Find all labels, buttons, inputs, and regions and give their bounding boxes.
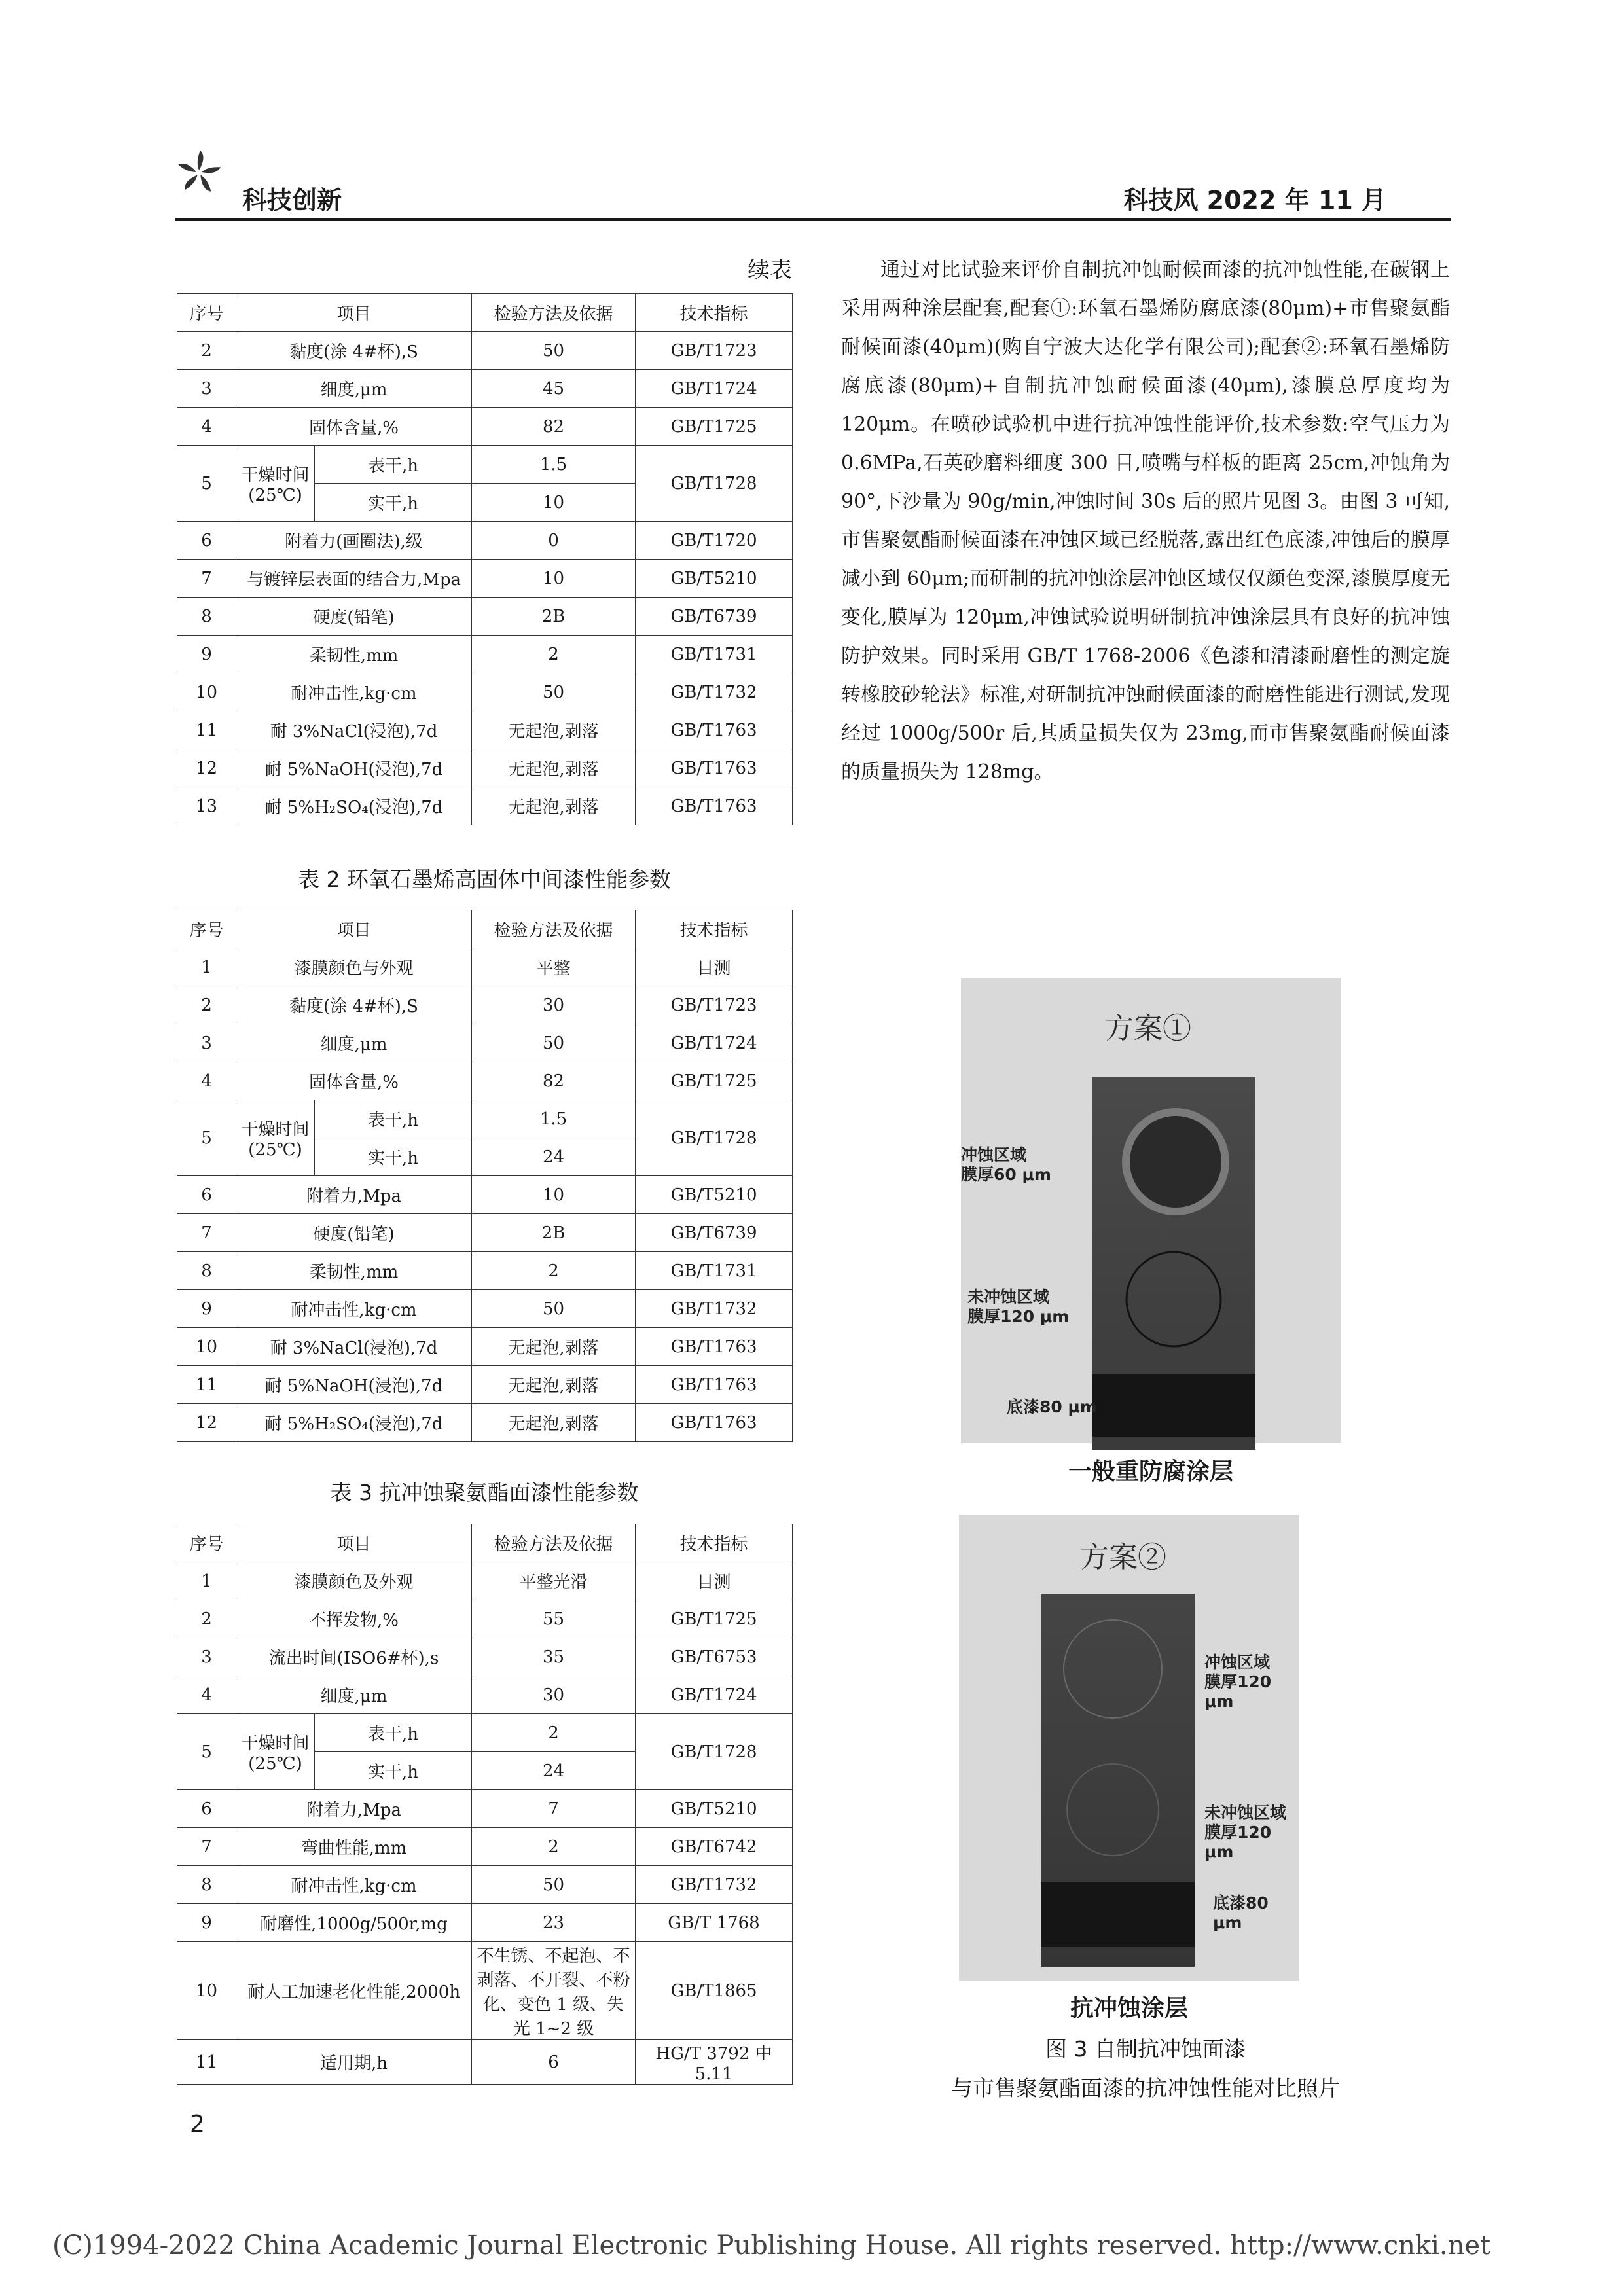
table-2	[177, 910, 793, 1442]
table-cell: 漆膜颜色与外观	[236, 948, 472, 986]
table-cell: 平整光滑	[472, 1562, 636, 1600]
table-cell: 7	[472, 1790, 636, 1828]
table-header-cell: 项目	[236, 910, 472, 948]
table-cell: 2	[472, 1252, 636, 1290]
primer-band	[1092, 1374, 1255, 1437]
fig1-annotation-eroded: 冲蚀区域 膜厚60 μm	[961, 1145, 1051, 1184]
table-cell: 附着力,Mpa	[236, 1790, 472, 1828]
table-cell: 弯曲性能,mm	[236, 1828, 472, 1866]
table-cell: GB/T1723	[636, 986, 793, 1024]
table-cell: 10	[472, 560, 636, 598]
table-cell: GB/T 1768	[636, 1904, 793, 1942]
table-header-cell: 检验方法及依据	[472, 294, 636, 332]
table-row	[177, 636, 793, 673]
table-cell: HG/T 3792 中 5.11	[636, 2040, 793, 2085]
table-cell: GB/T1728	[636, 1100, 793, 1176]
journal-issue: 科技风 2022 年 11 月	[1123, 186, 1386, 215]
table-cell: 3	[177, 370, 236, 408]
table-cell: 6	[177, 1176, 236, 1214]
table-2-caption: 表 2 环氧石墨烯高固体中间漆性能参数	[298, 867, 671, 892]
table-row	[177, 1790, 793, 1828]
table-cell: 1	[177, 1562, 236, 1600]
table-row	[177, 598, 793, 636]
table-cell: 2	[177, 986, 236, 1024]
table-cell: GB/T1763	[636, 787, 793, 825]
table-cell: 10	[177, 673, 236, 711]
page-number: 2	[190, 2111, 205, 2138]
table-row	[177, 446, 793, 484]
table-cell: 11	[177, 2040, 236, 2085]
table-cell: 细度,μm	[236, 1024, 472, 1062]
table-cell: GB/T1724	[636, 370, 793, 408]
table-cell: 50	[472, 1024, 636, 1062]
table-cell: 30	[472, 986, 636, 1024]
table-cell: 6	[472, 2040, 636, 2085]
header-rule	[175, 218, 1451, 221]
table-row	[177, 1062, 793, 1100]
table-cell: 耐 5%H₂SO₄(浸泡),7d	[236, 1404, 472, 1442]
table-cell: 8	[177, 1866, 236, 1904]
table-cell: 10	[177, 1942, 236, 2040]
table-cell: 5	[177, 1100, 236, 1176]
table-cell: 耐冲击性,kg·cm	[236, 673, 472, 711]
table-cell: GB/T1723	[636, 332, 793, 370]
figure-1-title: 一般重防腐涂层	[1068, 1458, 1233, 1485]
table-cell: GB/T1725	[636, 1062, 793, 1100]
table-cell: 50	[472, 673, 636, 711]
table-cell: 2B	[472, 598, 636, 636]
figure-2-label: 方案②	[1080, 1541, 1166, 1574]
table-cell: 无起泡,剥落	[472, 711, 636, 749]
table-header-cell: 项目	[236, 1524, 472, 1562]
table-row	[177, 1252, 793, 1290]
table-row	[177, 1904, 793, 1942]
table-row	[177, 1290, 793, 1328]
table-header-row	[177, 910, 793, 948]
table-cell: 固体含量,%	[236, 408, 472, 446]
table-cell: 适用期,h	[236, 2040, 472, 2085]
table-cell: GB/T1763	[636, 1366, 793, 1404]
table-cell: 黏度(涂 4#杯),S	[236, 332, 472, 370]
table-cell: 无起泡,剥落	[472, 1328, 636, 1366]
table-cell: 35	[472, 1638, 636, 1676]
uneroded-region-circle	[1067, 1764, 1159, 1856]
table-row	[177, 1942, 793, 2040]
table-cell: GB/T6742	[636, 1828, 793, 1866]
table-cell: 3	[177, 1638, 236, 1676]
table-cell: 8	[177, 598, 236, 636]
table-row	[177, 948, 793, 986]
table-cell: 表干,h	[315, 1714, 472, 1752]
table-cell: 柔韧性,mm	[236, 636, 472, 673]
table-cell: 3	[177, 1024, 236, 1062]
table-row	[177, 1600, 793, 1638]
table-header-cell: 项目	[236, 294, 472, 332]
fig2-annotation-primer: 底漆80 μm	[1213, 1893, 1269, 1932]
table-cell: 耐 5%NaOH(浸泡),7d	[236, 1366, 472, 1404]
uneroded-region-circle	[1127, 1252, 1221, 1346]
table-continued-label: 续表	[748, 257, 792, 283]
table-cell: GB/T6739	[636, 598, 793, 636]
table-cell: GB/T1725	[636, 1600, 793, 1638]
table-cell: 干燥时间(25℃)	[236, 1100, 315, 1176]
table-cell: GB/T5210	[636, 560, 793, 598]
table-cell: 硬度(铅笔)	[236, 598, 472, 636]
body-paragraph: 通过对比试验来评价自制抗冲蚀耐候面漆的抗冲蚀性能,在碳钢上采用两种涂层配套,配套①:环氧石墨烯防腐底漆(80μm)+市售聚氨酯耐候面漆(40μm)(购自宁波大达化学有限公司);配套②:环氧石墨烯防腐底漆(80μm)+自制抗冲蚀耐候面漆(40μm),漆膜总厚度均为 120μm。在喷砂试验机中进行抗冲蚀性能评价,技术参数:空气压力为 0.6MPa,石英砂磨料细度 300 目,喷嘴与样板的距离 25cm,冲蚀角为 90°,下沙量为 90g/min,冲蚀时间 30s 后的照片见图 3。由图 3 可知,市售聚氨酯耐候面漆在冲蚀区域已经脱落,露出红色底漆,冲蚀后的膜厚减小到 60μm;而研制的抗冲蚀涂层冲蚀区域仅仅颜色变深,漆膜厚度无变化,膜厚为 120μm,冲蚀试验说明研制抗冲蚀涂层具有良好的抗冲蚀防护效果。同时采用 GB/T 1768-2006《色漆和清漆耐磨性的测定旋转橡胶砂轮法》标准,对研制抗冲蚀耐候面漆的耐磨性能进行测试,发现经过 1000g/500r 后,其质量损失仅为 23mg,而市售聚氨酯耐候面漆的质量损失为 128mg。	[841, 259, 1450, 783]
table-cell: 11	[177, 711, 236, 749]
table-cell: 实干,h	[315, 484, 472, 522]
eroded-region-circle	[1064, 1620, 1162, 1718]
table-cell: 硬度(铅笔)	[236, 1214, 472, 1252]
table-cell: 6	[177, 522, 236, 560]
figure-2-photo	[959, 1515, 1299, 1981]
table-row	[177, 1638, 793, 1676]
table-cell: 耐 5%NaOH(浸泡),7d	[236, 749, 472, 787]
table-row	[177, 1676, 793, 1714]
table-row	[177, 1562, 793, 1600]
table-cell: GB/T1763	[636, 1328, 793, 1366]
table-cell: GB/T6753	[636, 1638, 793, 1676]
table-cell: 4	[177, 1676, 236, 1714]
table-cell: 耐 3%NaCl(浸泡),7d	[236, 1328, 472, 1366]
table-cell: 7	[177, 1214, 236, 1252]
table-cell: GB/T5210	[636, 1790, 793, 1828]
table-cell: GB/T1763	[636, 711, 793, 749]
table-header-cell: 技术指标	[636, 294, 793, 332]
table-cell: GB/T6739	[636, 1214, 793, 1252]
table-cell: 50	[472, 1290, 636, 1328]
fig1-annotation-uneroded: 未冲蚀区域 膜厚120 μm	[967, 1287, 1070, 1326]
table-cell: 55	[472, 1600, 636, 1638]
table-cell: 2B	[472, 1214, 636, 1252]
table-cell: 2	[472, 1828, 636, 1866]
table-cell: GB/T1728	[636, 446, 793, 522]
table-cell: GB/T1724	[636, 1024, 793, 1062]
table-cell: GB/T1732	[636, 1866, 793, 1904]
table-cell: GB/T1763	[636, 1404, 793, 1442]
table-row	[177, 370, 793, 408]
table-cell: 耐冲击性,kg·cm	[236, 1290, 472, 1328]
table-header-row	[177, 294, 793, 332]
table-row	[177, 787, 793, 825]
table-cell: 0	[472, 522, 636, 560]
table-cell: 10	[472, 484, 636, 522]
table-3-caption: 表 3 抗冲蚀聚氨酯面漆性能参数	[330, 1480, 639, 1505]
table-cell: 表干,h	[315, 1100, 472, 1138]
table-cell: GB/T1731	[636, 1252, 793, 1290]
table-cell: 与镀锌层表面的结合力,Mpa	[236, 560, 472, 598]
table-cell: 无起泡,剥落	[472, 787, 636, 825]
table-row	[177, 749, 793, 787]
table-cell: 24	[472, 1138, 636, 1176]
figure-caption-line-2: 与市售聚氨酯面漆的抗冲蚀性能对比照片	[951, 2075, 1340, 2101]
table-cell: GB/T1865	[636, 1942, 793, 2040]
fig1-annotation-primer: 底漆80 μm	[1007, 1397, 1097, 1416]
table-row	[177, 1214, 793, 1252]
table-cell: 82	[472, 408, 636, 446]
table-cell: 5	[177, 1714, 236, 1790]
figure-1-label: 方案①	[1105, 1012, 1191, 1045]
table-row	[177, 1100, 793, 1138]
table-cell: 2	[472, 636, 636, 673]
table-cell: 12	[177, 1404, 236, 1442]
table-row	[177, 2040, 793, 2085]
journal-logo-icon	[175, 149, 223, 196]
table-cell: 9	[177, 636, 236, 673]
table-header-cell: 技术指标	[636, 1524, 793, 1562]
table-cell: 2	[177, 1600, 236, 1638]
table-cell: 附着力,Mpa	[236, 1176, 472, 1214]
table-cell: 50	[472, 1866, 636, 1904]
table-cell: 4	[177, 408, 236, 446]
table-cell: 实干,h	[315, 1138, 472, 1176]
table-cell: 11	[177, 1366, 236, 1404]
table-cell: 细度,μm	[236, 1676, 472, 1714]
table-cell: 目测	[636, 1562, 793, 1600]
table-cell: 固体含量,%	[236, 1062, 472, 1100]
table-cell: GB/T1724	[636, 1676, 793, 1714]
table-cell: 10	[177, 1328, 236, 1366]
table-cell: 耐人工加速老化性能,2000h	[236, 1942, 472, 2040]
table-cell: 黏度(涂 4#杯),S	[236, 986, 472, 1024]
table-cell: 流出时间(ISO6#杯),s	[236, 1638, 472, 1676]
table-cell: 表干,h	[315, 446, 472, 484]
table-cell: 4	[177, 1062, 236, 1100]
table-cell: 平整	[472, 948, 636, 986]
table-3	[177, 1524, 793, 2085]
table-row	[177, 1328, 793, 1366]
table-cell: 无起泡,剥落	[472, 749, 636, 787]
erosion-circles	[1041, 1594, 1195, 1882]
table-cell: GB/T1725	[636, 408, 793, 446]
table-cell: 5	[177, 446, 236, 522]
primer-band	[1041, 1882, 1195, 1947]
table-cell: 1	[177, 948, 236, 986]
table-cell: 耐冲击性,kg·cm	[236, 1866, 472, 1904]
table-cell: 23	[472, 1904, 636, 1942]
erosion-circles	[1092, 1077, 1255, 1378]
table-cell: 8	[177, 1252, 236, 1290]
table-cell: 7	[177, 1828, 236, 1866]
table-cell: 2	[177, 332, 236, 370]
table-cell: 45	[472, 370, 636, 408]
section-title: 科技创新	[242, 186, 342, 215]
table-row	[177, 1866, 793, 1904]
table-cell: 实干,h	[315, 1752, 472, 1790]
table-cell: 82	[472, 1062, 636, 1100]
table-cell: GB/T1763	[636, 749, 793, 787]
table-cell: 耐磨性,1000g/500r,mg	[236, 1904, 472, 1942]
table-cell: 细度,μm	[236, 370, 472, 408]
table-row	[177, 332, 793, 370]
table-cell: 7	[177, 560, 236, 598]
table-row	[177, 1828, 793, 1866]
table-header-row	[177, 1524, 793, 1562]
table-cell: GB/T1732	[636, 1290, 793, 1328]
table-cell: 10	[472, 1176, 636, 1214]
table-cell: 不挥发物,%	[236, 1600, 472, 1638]
table-cell: GB/T5210	[636, 1176, 793, 1214]
table-row	[177, 408, 793, 446]
copyright-footer: (C)1994-2022 China Academic Journal Electronic Publishing House. All rights reserved. http://www.cnki.net	[52, 2231, 1491, 2261]
table-cell: 耐 3%NaCl(浸泡),7d	[236, 711, 472, 749]
table-cell: 13	[177, 787, 236, 825]
table-cell: 无起泡,剥落	[472, 1404, 636, 1442]
table-row	[177, 1714, 793, 1752]
fig2-annotation-eroded: 冲蚀区域 膜厚120 μm	[1204, 1653, 1272, 1711]
table-cell: 24	[472, 1752, 636, 1790]
table-row	[177, 522, 793, 560]
table-row	[177, 1366, 793, 1404]
table-cell: GB/T1732	[636, 673, 793, 711]
table-cell: 目测	[636, 948, 793, 986]
table-cell: 30	[472, 1676, 636, 1714]
table-header-cell: 序号	[177, 910, 236, 948]
table-cell: 1.5	[472, 446, 636, 484]
table-header-cell: 序号	[177, 294, 236, 332]
table-cell: 无起泡,剥落	[472, 1366, 636, 1404]
table-row	[177, 560, 793, 598]
table-cell: GB/T1720	[636, 522, 793, 560]
table-cell: 干燥时间(25℃)	[236, 446, 315, 522]
table-cell: 附着力(画圈法),级	[236, 522, 472, 560]
table-cell: GB/T1728	[636, 1714, 793, 1790]
table-1	[177, 293, 793, 825]
table-header-cell: 检验方法及依据	[472, 1524, 636, 1562]
table-cell: 2	[472, 1714, 636, 1752]
table-cell: 6	[177, 1790, 236, 1828]
table-cell: GB/T1731	[636, 636, 793, 673]
figure-caption-line-1: 图 3 自制抗冲蚀面漆	[1045, 2036, 1246, 2062]
table-cell: 9	[177, 1290, 236, 1328]
table-row	[177, 673, 793, 711]
table-row	[177, 986, 793, 1024]
table-cell: 1.5	[472, 1100, 636, 1138]
table-header-cell: 技术指标	[636, 910, 793, 948]
fig2-annotation-uneroded: 未冲蚀区域 膜厚120 μm	[1204, 1803, 1287, 1861]
figure-1-photo	[961, 978, 1341, 1443]
table-row	[177, 1404, 793, 1442]
figure-2-title: 抗冲蚀涂层	[1070, 1995, 1188, 2022]
eroded-region-circle	[1126, 1112, 1225, 1211]
table-header-cell: 检验方法及依据	[472, 910, 636, 948]
table-cell: 50	[472, 332, 636, 370]
table-cell: 9	[177, 1904, 236, 1942]
table-cell: 柔韧性,mm	[236, 1252, 472, 1290]
table-header-cell: 序号	[177, 1524, 236, 1562]
table-cell: 耐 5%H₂SO₄(浸泡),7d	[236, 787, 472, 825]
table-row	[177, 1176, 793, 1214]
table-cell: 不生锈、不起泡、不剥落、不开裂、不粉化、变色 1 级、失光 1~2 级	[472, 1942, 636, 2040]
table-row	[177, 711, 793, 749]
table-cell: 12	[177, 749, 236, 787]
table-cell: 漆膜颜色及外观	[236, 1562, 472, 1600]
table-row	[177, 1024, 793, 1062]
table-cell: 干燥时间(25℃)	[236, 1714, 315, 1790]
